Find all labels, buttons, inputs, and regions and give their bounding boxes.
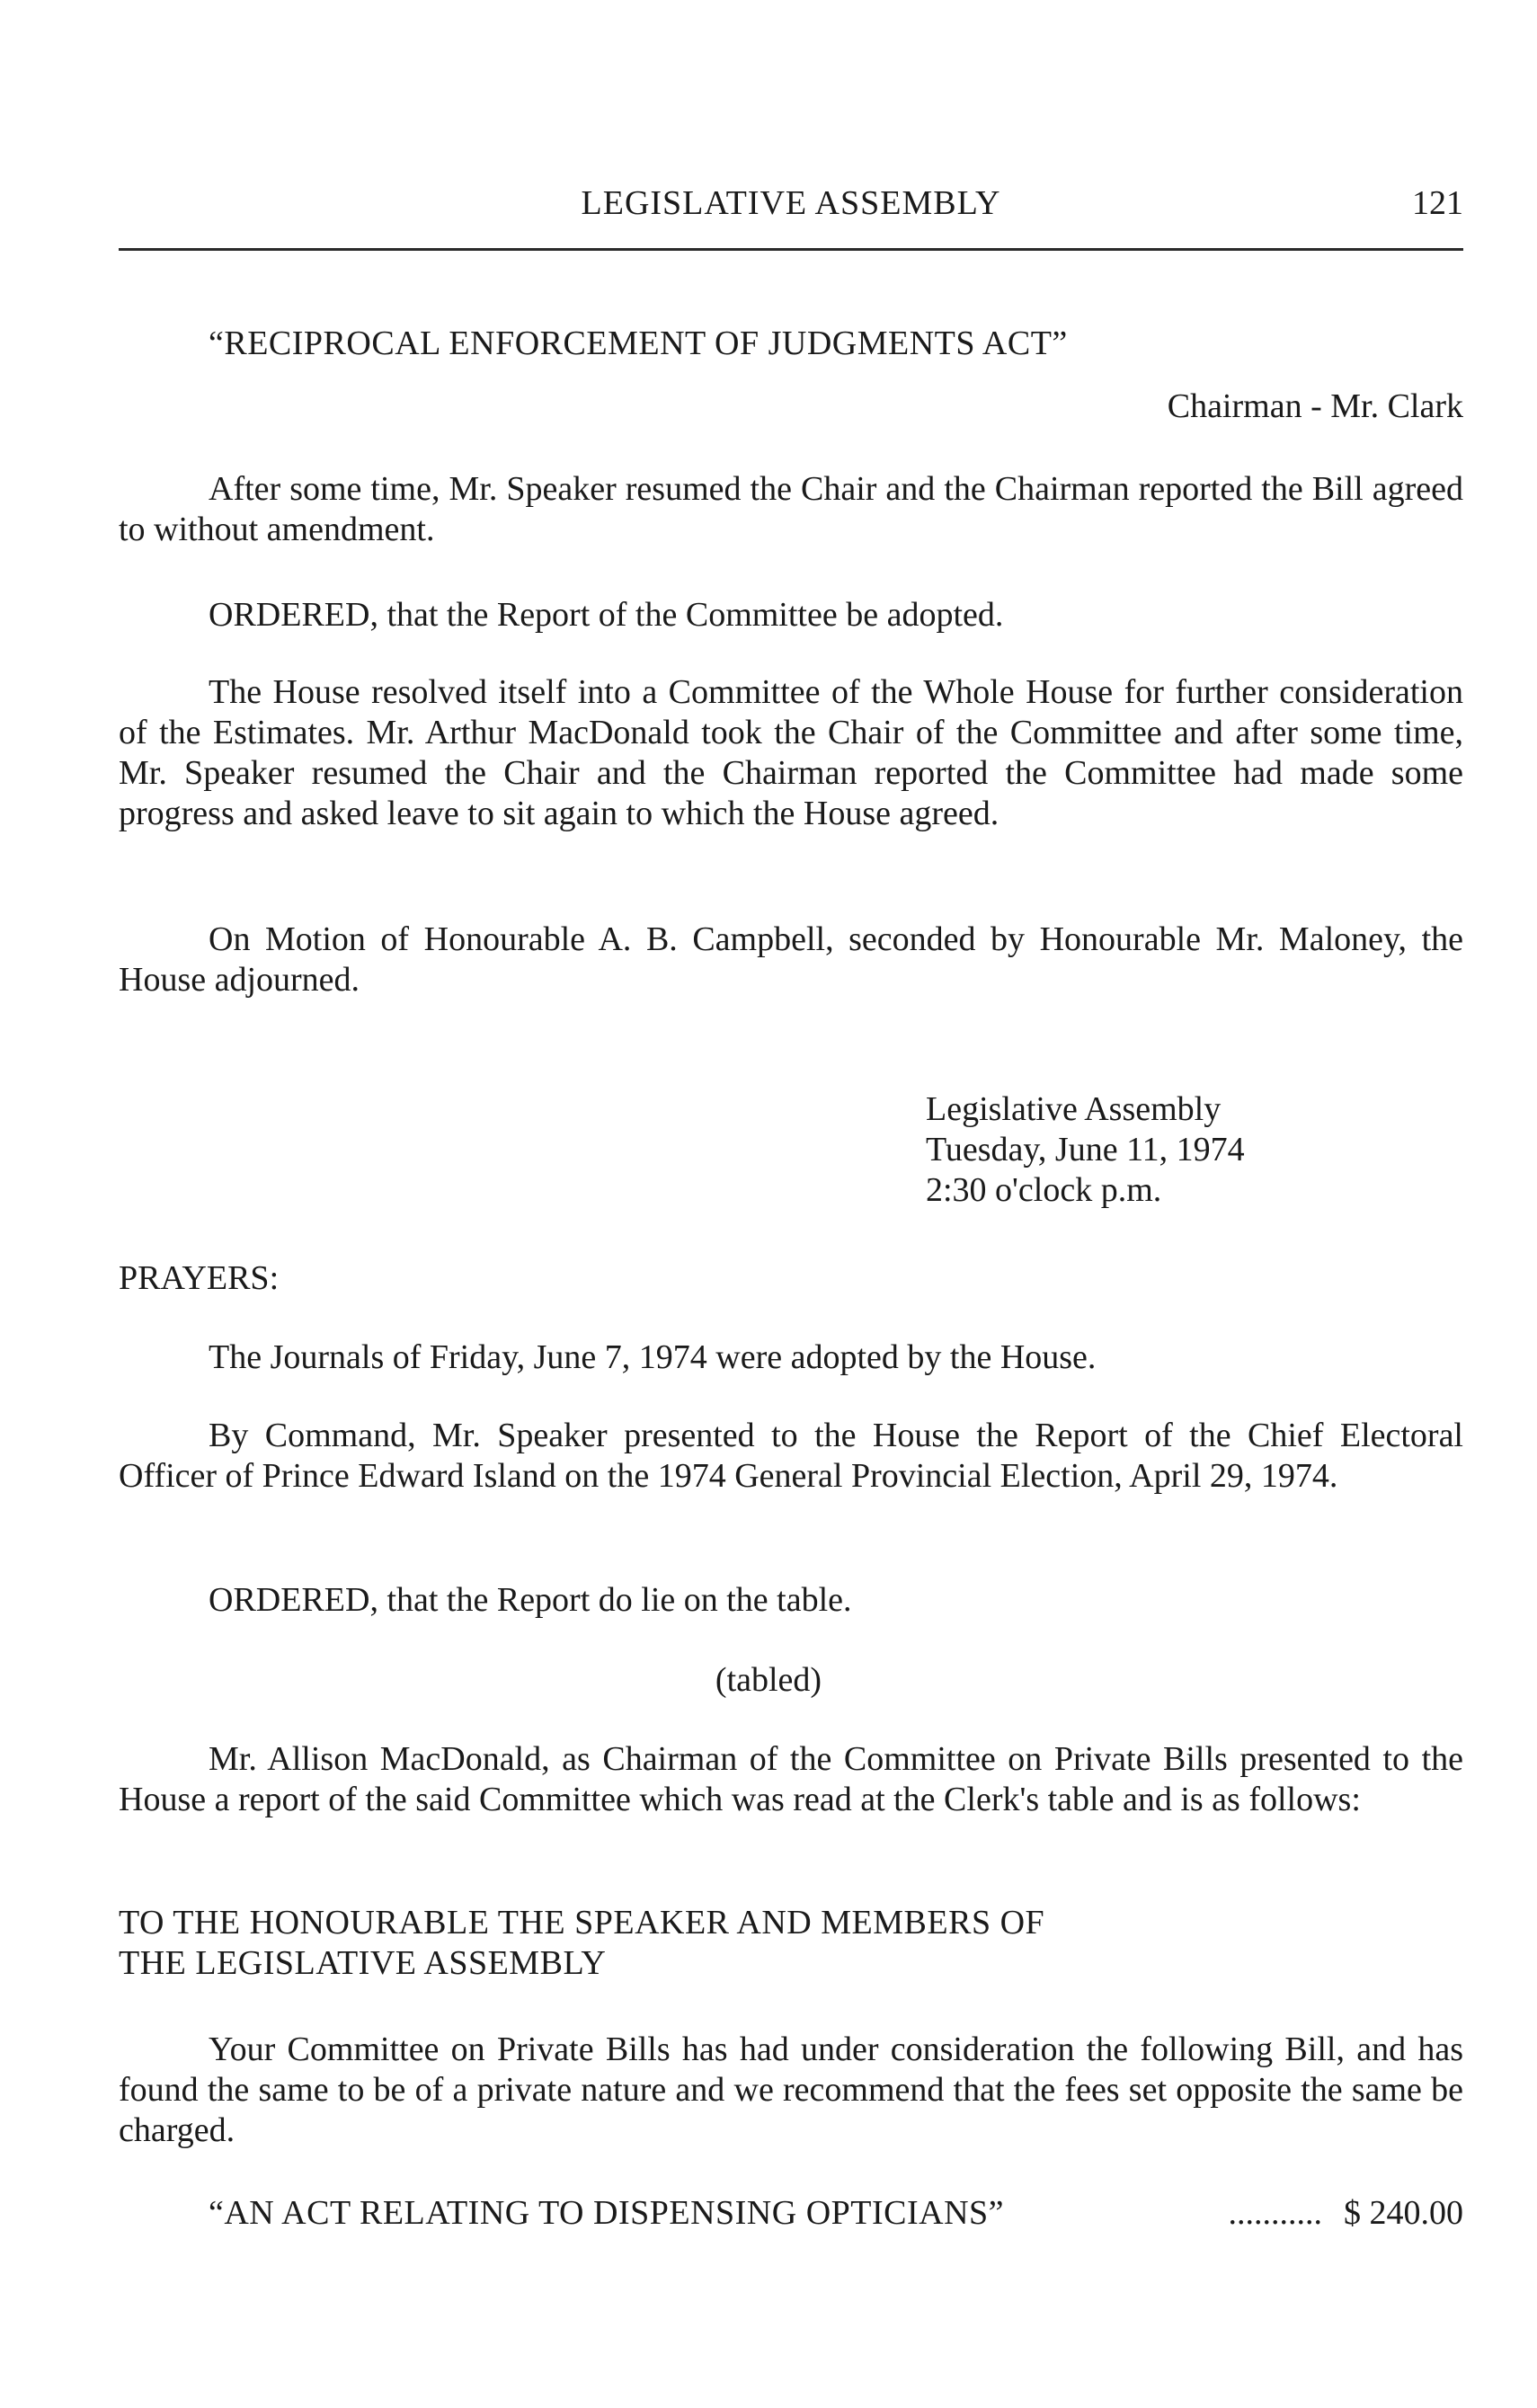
fee-amount: $ 240.00 bbox=[1344, 2194, 1463, 2232]
fee-bill-title: “AN ACT RELATING TO DISPENSING OPTICIANS” bbox=[209, 2194, 1005, 2232]
paragraph-electoral-report: By Command, Mr. Speaker presented to the House the Report of the Chief Electoral Officer of Prince Edward Island on the 1974 General Provincial Election, April 29, 1974. bbox=[119, 1417, 1463, 1495]
dateline-place: Legislative Assembly bbox=[926, 1090, 1222, 1128]
dateline-time: 2:30 o'clock p.m. bbox=[926, 1171, 1162, 1209]
address-line-1: TO THE HONOURABLE THE SPEAKER AND MEMBERS OF bbox=[119, 1904, 1045, 1942]
paragraph-committee-recommendation: Your Committee on Private Bills has had under consideration the following Bill, and has found the same to be of a private nature and we recommend that the fees set opposite the same be charged. bbox=[119, 2030, 1463, 2149]
paragraph-ordered-report-adopted: ORDERED, that the Report of the Committee be adopted. bbox=[209, 596, 1004, 634]
paragraph-bill-agreed: After some time, Mr. Speaker resumed the Chair and the Chairman reported the Bill agreed to without amendment. bbox=[119, 470, 1463, 548]
paragraph-ordered-lie-on-table: ORDERED, that the Report do lie on the table. bbox=[209, 1581, 852, 1619]
paragraph-committee-of-whole: The House resolved itself into a Committee of the Whole House for further consideration of the Estimates. Mr. Arthur MacDonald took the Chair of the Committee and after some time, Mr. Speaker resumed the Chair and the Chairman reported the Committee had made some progress and asked leave to sit again to which the House agreed. bbox=[119, 673, 1463, 832]
page-header bbox=[119, 183, 1463, 251]
address-line-2: THE LEGISLATIVE ASSEMBLY bbox=[119, 1944, 607, 1982]
address-heading bbox=[119, 1903, 1044, 1984]
prayers-heading: PRAYERS: bbox=[119, 1259, 280, 1297]
running-head: LEGISLATIVE ASSEMBLY bbox=[581, 184, 1001, 222]
chairman-line: Chairman - Mr. Clark bbox=[1167, 387, 1463, 425]
page-number: 121 bbox=[1412, 184, 1463, 222]
tabled-note: (tabled) bbox=[715, 1661, 822, 1699]
paragraph-journals-adopted: The Journals of Friday, June 7, 1974 were adopted by the House. bbox=[209, 1338, 1097, 1376]
fee-schedule-row bbox=[119, 2193, 1463, 2234]
paragraph-adjournment: On Motion of Honourable A. B. Campbell, seconded by Honourable Mr. Maloney, the House adjourned. bbox=[119, 920, 1463, 999]
fee-dot-leader: ........... bbox=[1228, 2194, 1322, 2232]
paragraph-private-bills-report: Mr. Allison MacDonald, as Chairman of the Committee on Private Bills presented to the House a report of the said Committee which was read at the Clerk's table and is as follows: bbox=[119, 1740, 1463, 1818]
dateline-date: Tuesday, June 11, 1974 bbox=[926, 1131, 1245, 1168]
act-title: “RECIPROCAL ENFORCEMENT OF JUDGMENTS ACT” bbox=[209, 324, 1068, 362]
dateline bbox=[926, 1089, 1245, 1211]
